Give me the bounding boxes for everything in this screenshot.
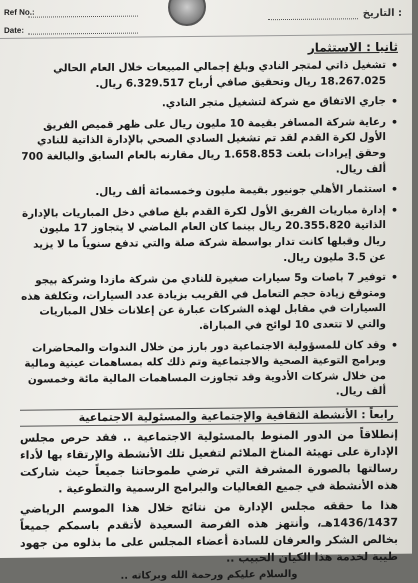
list-item: • توفير 7 باصات و5 سيارات صغيرة للنادي من شركة مازدا وشركة بيجو ومتوقع زيادة حجم التعامل في القريب بزيادة عدد السيارات، وتكلفة هذه السيارات في مقابل لهذه الشركات عبارة عن إعلانات خلال المباريات والتي لا تتعدى 10 لوائح في المباراة. (20, 270, 398, 336)
ref-number-line (28, 16, 138, 18)
list-item: • وقد كان للمسؤولية الاجتماعية دور بارز من خلال الندوات والمحاضرات وبرامج التوعية الصحية والاجتماعية وتم ذلك كله بمساهمات عينية ومالية من خلال شركات الأدوية وقد تجاوزت المساهمات المالية مائة وخمسون ألف ريال. (20, 337, 398, 403)
hijri-date-label: : التاريخ (362, 7, 402, 20)
list-item: • تشغيل ذاتي لمتجر النادي وبلغ إجمالي المبيعات خلال العام الحالي 18.267.025 ريال وتحقيق صافي أرباح 6.329.517 ريال. (20, 58, 398, 93)
closing-greeting: والسلام عليكم ورحمة الله وبركاته .. (120, 568, 298, 582)
list-item: • إدارة مباريات الفريق الأول لكرة القدم بلغ صافي دخل المباريات بالإدارة الذاتية 20.355.820 ريال بينما كان العام الماضي لا يتجاوز 17 مليون ريال وقبلها كانت تدار بواسطة شركة صلة والتي تدفع سنوياً ما لا يزيد عن 3.5 مليون ريال. (20, 203, 398, 269)
document-body (20, 40, 398, 583)
list-item: • جاري الاتفاق مع شركة لتشغيل متجر النادي. (20, 94, 398, 114)
list-item: • استثمار الأهلي جونيور بقيمة مليون وخمسمائة ألف ريال. (20, 182, 398, 202)
closing-paragraph: هذا ما حققه مجلس الإدارة من نتائج خلال هذا الموسم الرياضي 1436/1437هـ، وأنتهز هذه الفرصة السعيدة لأتقدم باسمكم جميعاً بخالص الشكر والعرفان للسادة أعضاء المجلس على ما بذلوه من جهود طيبة لخدمة هذا الكيان الحبيب .. (20, 498, 398, 565)
section-social-title: رابعاً : الأنشطة الثقافية والإجتماعية والمسئولية الاجتماعية (20, 406, 398, 427)
club-logo-icon (168, 0, 206, 26)
date-label: Date: (4, 25, 25, 35)
social-paragraph: إنطلاقاً من الدور المنوط بالمسئولية الاجتماعية .. فقد حرص مجلس الإدارة على تهيئة المناخ الملائم لتفعيل تلك الأنشطة والإرتقاء بها لأداء رسالتها بالصورة المشرفة التي ترضي طموحاتنا جميعاً حيث شاركت هذه الأنشطة في جميع الفعاليات والبرامج الرسمية والتطوعية . (20, 427, 398, 496)
date-line (28, 33, 138, 35)
list-item: • رعاية شركة المسافر بقيمة 10 مليون ريال على ظهر قميص الفريق الأول لكرة القدم لقد تم تشغيل السادي الصحي بالإدارة الذاتية للنادي وحقق إيرادات بلغت 1.658.853 ريال مقارنه بالعام السابق والبالغة 700 ألف ريال. (20, 115, 398, 181)
investment-list (20, 58, 398, 404)
ref-number-label: Ref No.: (4, 7, 35, 17)
hijri-date-line (268, 18, 358, 20)
section-investment-title: ثانيا : الاستثمار (307, 39, 398, 55)
